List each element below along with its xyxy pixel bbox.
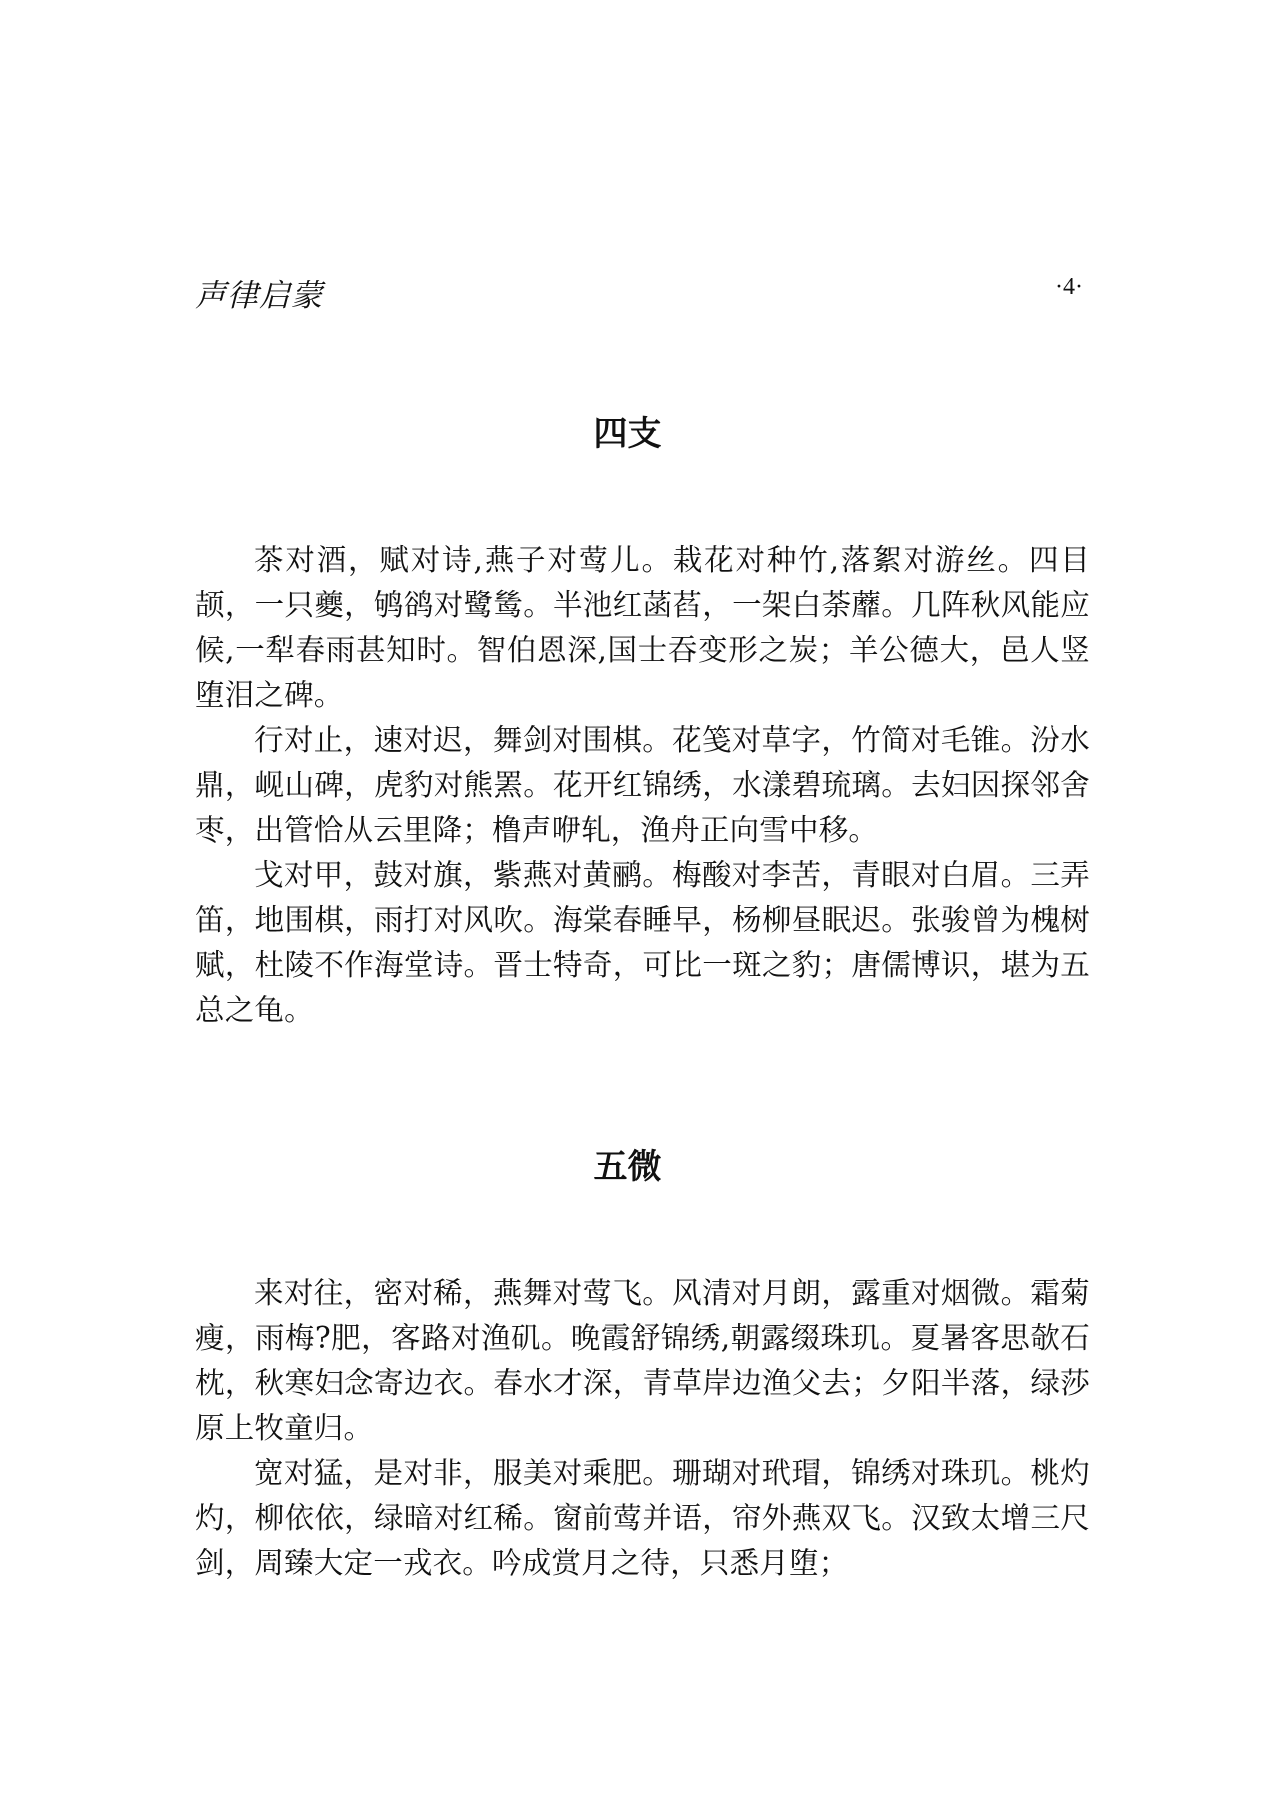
paragraph: 茶对酒，赋对诗,燕子对莺儿。栽花对种竹,落絮对游丝。四目颉，一只夔，鸲鹆对鹭鸶。半池红菡萏，一架白荼蘼。几阵秋风能应候,一犁春雨甚知时。智伯恩深,国士吞变形之炭；羊公德大，邑人竖堕泪之碑。 <box>195 543 1090 712</box>
section-heading: 五微 <box>593 1147 662 1187</box>
page-number: ·4· <box>1055 274 1083 300</box>
book-title: 声律启蒙 <box>195 278 323 314</box>
section-wu-wei <box>195 1143 1090 1586</box>
paragraph: 宽对猛，是对非，服美对乘肥。珊瑚对玳瑁，锦绣对珠玑。桃灼灼，柳依依，绿暗对红稀。窗前莺并语，帘外燕双飞。汉致太增三尺剑，周臻大定一戎衣。吟成赏月之待，只悉月堕； <box>195 1456 1090 1580</box>
section-body <box>195 1271 1090 1586</box>
section-body <box>195 538 1090 1033</box>
running-header <box>195 270 1083 318</box>
paragraph: 戈对甲，鼓对旗，紫燕对黄鹂。梅酸对李苦，青眼对白眉。三弄笛，地围棋，雨打对风吹。海棠春睡早，杨柳昼眠迟。张骏曾为槐树赋，杜陵不作海堂诗。晋士特奇，可比一斑之豹；唐儒博识，堪为五总之龟。 <box>195 858 1090 1027</box>
page-content <box>195 410 1090 1586</box>
paragraph: 来对往，密对稀，燕舞对莺飞。风清对月朗，露重对烟微。霜菊瘦，雨梅?肥，客路对渔矶。晚霞舒锦绣,朝露缀珠玑。夏暑客思欹石枕，秋寒妇念寄边衣。春水才深，青草岸边渔父去；夕阳半落，绿莎原上牧童归。 <box>195 1276 1090 1445</box>
section-si-zhi <box>195 410 1090 1033</box>
paragraph: 行对止，速对迟，舞剑对围棋。花笺对草字，竹简对毛锥。汾水鼎，岘山碑，虎豹对熊罴。花开红锦绣，水漾碧琉璃。去妇因探邻舍枣，出管恰从云里降；橹声咿轧，渔舟正向雪中移。 <box>195 723 1090 847</box>
section-heading: 四支 <box>593 414 662 454</box>
